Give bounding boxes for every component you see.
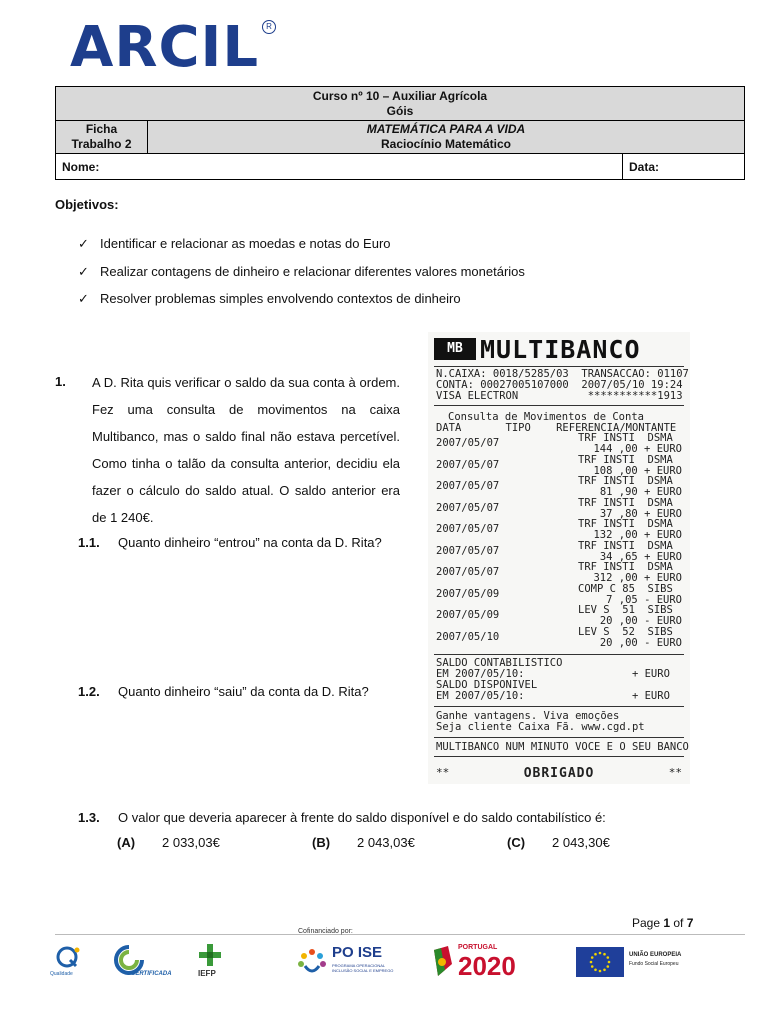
question-text: A D. Rita quis verificar o saldo da sua conta à ordem. Fez uma consulta de movimentos na caixa Multibanco, mas o saldo final não estava percetível. Como tinha o talão da consulta anterior, decidiu ela fazer o cálculo do saldo atual. O saldo anterior era de 1 240€. xyxy=(92,375,400,525)
eu-text: UNIÃO EUROPEIA xyxy=(629,952,682,958)
movement-type: TRF INSTI DSMA xyxy=(578,496,673,509)
objetivos-title: Objetivos: xyxy=(55,197,119,212)
subquestion-text: O valor que deveria aparecer à frente do saldo disponível e do saldo contabilístico é: xyxy=(118,810,606,825)
movement-amount: 7 ,05 - EURO xyxy=(606,593,682,606)
subject-topic: Raciocínio Matemático xyxy=(380,137,512,151)
page-number xyxy=(632,916,693,930)
qualidade-logo xyxy=(50,946,90,980)
option-c-value[interactable]: 2 043,30€ xyxy=(552,835,610,850)
movement-type: COMP C 85 SIBS xyxy=(578,582,673,595)
receipt-divider xyxy=(434,756,684,757)
receipt-brand xyxy=(434,334,684,364)
subquestion-number: 1.1. xyxy=(78,535,100,550)
worksheet-header-table xyxy=(55,86,745,180)
portugal-text: PORTUGAL xyxy=(458,944,498,951)
receipt-saldo-line: EM 2007/05/10: + EURO xyxy=(436,690,670,702)
page-current: 1 xyxy=(663,916,671,930)
date-field[interactable] xyxy=(623,154,745,180)
receipt-divider xyxy=(434,737,684,738)
objective-item xyxy=(78,264,525,280)
name-label: Nome: xyxy=(62,159,100,174)
movement-amount: 144 ,00 + EURO xyxy=(593,443,682,455)
question-number: 1. xyxy=(55,374,66,389)
receipt-promo-line: Seja cliente Caixa Fã. www.cgd.pt xyxy=(436,721,645,733)
movement-amount: 37 ,80 + EURO xyxy=(599,507,682,520)
movement-amount: 81 ,90 + EURO xyxy=(599,486,682,498)
portugal-flag-icon xyxy=(430,946,456,978)
receipt-divider xyxy=(434,405,684,406)
course-cell xyxy=(56,87,745,121)
poise-subtext: PROGRAMA OPERACIONAL INCLUSÃO SOCIAL E EMPREGO xyxy=(332,963,394,973)
certificada-logo xyxy=(114,945,184,981)
receipt-saldo-line: EM 2007/05/10: + EURO xyxy=(436,668,670,680)
receipt-obrigado: OBRIGADO xyxy=(523,766,595,781)
page-total: 7 xyxy=(686,916,694,930)
poise-text: PO ISE xyxy=(332,944,383,961)
course-title: Curso nº 10 – Auxiliar Agrícola xyxy=(312,88,488,103)
iefp-text: IEFP xyxy=(198,969,216,978)
page-prefix: Page xyxy=(632,916,664,930)
qualidade-icon xyxy=(50,946,84,968)
movement-row: 2007/05/07 xyxy=(436,566,500,578)
fse-text: Fundo Social Europeu xyxy=(629,961,679,967)
cofinanciado-label: Cofinanciado por: xyxy=(298,928,353,935)
receipt-slogan: MULTIBANCO NUM MINUTO VOCE E O SEU BANCO xyxy=(436,741,689,753)
movement-amount: 34 ,65 + EURO xyxy=(599,550,682,563)
option-c-label[interactable]: (C) xyxy=(507,835,526,850)
movement-type: TRF INSTI DSMA xyxy=(578,518,673,530)
movement-amount: 108 ,00 + EURO xyxy=(593,464,682,477)
movement-type: TRF INSTI DSMA xyxy=(578,539,673,552)
ficha-cell xyxy=(56,121,148,154)
eu-flag-icon xyxy=(576,947,624,977)
movement-type: LEV S 51 SIBS xyxy=(578,604,673,616)
movement-row: 2007/05/07 xyxy=(436,544,500,557)
receipt-saldo-line: SALDO DISPONIVEL xyxy=(436,679,538,691)
movement-amount: 312 ,00 + EURO xyxy=(593,572,682,584)
certificada-text: CERTIFICADA xyxy=(131,971,172,977)
objective-text: Identificar e relacionar as moedas e notas do Euro xyxy=(100,236,391,251)
portugal2020-logo xyxy=(430,944,542,982)
receipt-consulta-title: Consulta de Movimentos de Conta xyxy=(448,411,644,423)
iefp-icon xyxy=(198,944,222,966)
movement-amount: 20 ,00 - EURO xyxy=(599,636,682,649)
option-a-label[interactable]: (A) xyxy=(117,835,136,850)
movement-type: TRF INSTI DSMA xyxy=(578,561,673,573)
movement-type: TRF INSTI DSMA xyxy=(578,475,673,487)
subject-title: MATEMÁTICA PARA A VIDA xyxy=(366,122,526,136)
name-field[interactable] xyxy=(56,154,623,180)
movement-row: 2007/05/07 xyxy=(436,458,500,471)
receipt-stars-left: ** xyxy=(436,766,450,779)
receipt-saldo-line: SALDO CONTABILISTICO xyxy=(436,657,563,669)
eu-logo xyxy=(576,947,686,979)
footer-divider xyxy=(55,934,745,935)
receipt-stars-right: ** xyxy=(668,766,682,779)
subquestion-text: Quanto dinheiro “entrou” na conta da D. Rita? xyxy=(118,535,382,550)
ficha-label: Ficha xyxy=(85,122,118,136)
option-b-label[interactable]: (B) xyxy=(312,835,331,850)
date-label: Data: xyxy=(629,159,660,174)
checkmark-icon: ✓ xyxy=(78,292,89,307)
movement-row: 2007/05/07 xyxy=(436,501,500,514)
movement-row: 2007/05/10 xyxy=(436,630,500,643)
receipt-divider xyxy=(434,654,684,655)
receipt-columns: DATA TIPO REFERENCIA/MONTANTE xyxy=(436,422,677,434)
multibanco-receipt xyxy=(428,332,690,784)
registered-mark-icon: R xyxy=(262,20,276,34)
arcil-logo xyxy=(70,15,285,80)
subquestion-text: Quanto dinheiro “saiu” da conta da D. Rita? xyxy=(118,684,369,699)
checkmark-icon: ✓ xyxy=(78,237,89,252)
poise-logo xyxy=(296,942,396,982)
subject-cell xyxy=(148,121,745,154)
receipt-divider xyxy=(434,366,684,367)
qualidade-text: Qualidade xyxy=(50,971,73,977)
option-a-value[interactable]: 2 033,03€ xyxy=(162,835,220,850)
receipt-promo-line: Ganhe vantagens. Viva emoções xyxy=(436,710,620,722)
course-place: Góis xyxy=(386,103,414,118)
receipt-brand-name: MULTIBANCO xyxy=(480,334,641,364)
movement-row: 2007/05/09 xyxy=(436,587,500,600)
subquestion-number: 1.2. xyxy=(78,684,100,699)
receipt-header-line: VISA ELECTRON ***********1913 xyxy=(436,390,683,402)
checkmark-icon: ✓ xyxy=(78,265,89,280)
movement-row: 2007/05/07 xyxy=(436,437,500,449)
movement-row: 2007/05/07 xyxy=(436,480,500,492)
option-b-value[interactable]: 2 043,03€ xyxy=(357,835,415,850)
movement-amount: 132 ,00 + EURO xyxy=(593,529,682,541)
receipt-header-line: CONTA: 00027005107000 2007/05/10 19:24 xyxy=(436,379,683,391)
ficha-number: Trabalho 2 xyxy=(71,137,132,151)
logo-text: ARCIL xyxy=(70,15,260,80)
poise-icon xyxy=(296,946,328,978)
movement-row: 2007/05/09 xyxy=(436,609,500,621)
objective-text: Realizar contagens de dinheiro e relacionar diferentes valores monetários xyxy=(100,264,525,279)
objective-item xyxy=(78,236,391,252)
movement-type: TRF INSTI DSMA xyxy=(578,432,673,444)
receipt-divider xyxy=(434,706,684,707)
movement-amount: 20 ,00 - EURO xyxy=(599,615,682,627)
objective-item xyxy=(78,291,461,307)
objective-text: Resolver problemas simples envolvendo contextos de dinheiro xyxy=(100,291,461,306)
iefp-logo xyxy=(198,944,228,980)
receipt-header-line: N.CAIXA: 0018/5285/03 TRANSACCAO: 01107 xyxy=(436,368,689,380)
mb-logo: MB xyxy=(434,338,476,360)
p2020-text: 2020 xyxy=(458,951,516,981)
subquestion-number: 1.3. xyxy=(78,810,100,825)
movement-type: TRF INSTI DSMA xyxy=(578,453,673,466)
page-of: of xyxy=(670,916,687,930)
movement-type: LEV S 52 SIBS xyxy=(578,625,673,638)
movement-row: 2007/05/07 xyxy=(436,523,500,535)
